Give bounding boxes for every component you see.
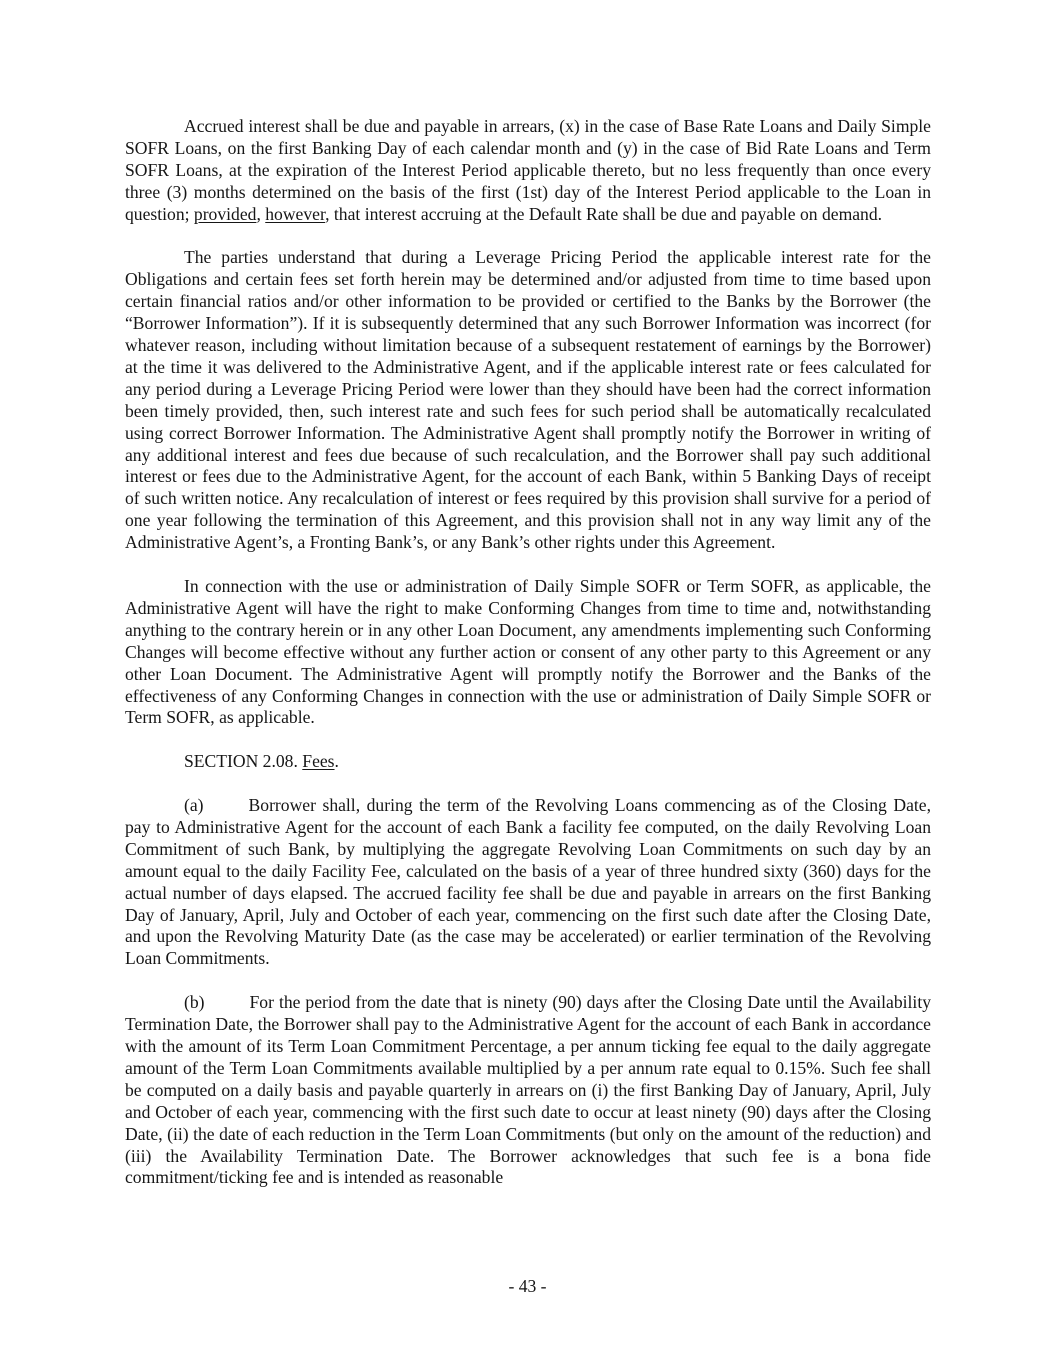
- paragraph-b-ticking-fee: (b) For the period from the date that is ninety (90) days after the Closing Date until the Availability Termination Date, the Borrower shall pay to the Administrative Agent for the account of each Bank in accordance with the amount of its Term Loan Commitment Percentage, a per annum ticking fee equal to the daily aggregate amount of the Term Loan Commitments available multiplied by a per annum rate equal to 0.15%. Such fee shall be computed on a daily basis and payable quarterly in arrears on (i) the first Banking Day of January, April, July and October of each year, commencing with the first such date to occur at least ninety (90) days after the Closing Date, (ii) the date of each reduction in the Term Loan Commitments (but only on the amount of the reduction) and (iii) the Availability Termination Date. The Borrower acknowledges that such fee is a bona fide commitment/ticking fee and is intended as reasonable: [125, 992, 931, 1188]
- section-2-08-fees-heading: SECTION 2.08. Fees.: [184, 751, 339, 772]
- paragraph-accrued-interest: Accrued interest shall be due and payable in arrears, (x) in the case of Base Rate Loans and Daily Simple SOFR Loans, on the first Banking Day of each calendar month and (y) in the case of Bid Rate Loans and Term SOFR Loans, at the expiration of the Interest Period applicable thereto, but no less frequently than once every three (3) months determined on the basis of the first (1st) day of the Interest Period applicable to the Loan in question; provided, however, that interest accruing at the Default Rate shall be due and payable on demand.: [125, 116, 931, 224]
- paragraph-a-facility-fee: (a) Borrower shall, during the term of the Revolving Loans commencing as of the Closing Date, pay to Administrative Agent for the account of each Bank a facility fee computed, on the daily Revolving Loan Commitment of such Bank, by multiplying the aggregate Revolving Loan Commitments on such day by an amount equal to the daily Facility Fee, calculated on the basis of a year of three hundred sixty (360) days for the actual number of days elapsed. The accrued facility fee shall be due and payable in arrears on the first Banking Day of January, April, July and October of each year, commencing on the first such date after the Closing Date, and upon the Revolving Maturity Date (as the case may be accelerated) or earlier termination of the Revolving Loan Commitments.: [125, 795, 931, 969]
- paragraph-conforming-changes: In connection with the use or administration of Daily Simple SOFR or Term SOFR, as applicable, the Administrative Agent will have the right to make Conforming Changes from time to time and, notwithstanding anything to the contrary herein or in any other Loan Document, any amendments implementing such Conforming Changes will become effective without any further action or consent of any other party to this Agreement or any other Loan Document. The Administrative Agent will promptly notify the Borrower and the Banks of the effectiveness of any Conforming Changes in connection with the use or administration of Daily Simple SOFR or Term SOFR, as applicable.: [125, 576, 931, 728]
- page-number: - 43 -: [508, 1276, 547, 1296]
- paragraph-borrower-information: The parties understand that during a Leverage Pricing Period the applicable interest rate for the Obligations and certain fees set forth herein may be determined and/or adjusted from time to time based upon certain financial ratios and/or other information to be provided or certified to the Banks by the Borrower (the “Borrower Information”). If it is subsequently determined that any such Borrower Information was incorrect (for whatever reason, including without limitation because of a subsequent restatement of earnings by the Borrower) at the time it was delivered to the Administrative Agent, and if the applicable interest rate or fees calculated for any period during a Leverage Pricing Period were lower than they should have been had the correct information been timely provided, then, such interest rate and such fees for such period shall be automatically recalculated using correct Borrower Information. The Administrative Agent shall promptly notify the Borrower in writing of any additional interest and fees due because of such recalculation, and the Borrower shall pay such additional interest or fees due to the Administrative Agent, for the account of each Bank, within 5 Banking Days of receipt of such written notice. Any recalculation of interest or fees required by this provision shall survive for a period of one year following the termination of this Agreement, and this provision shall not in any way limit any of the Administrative Agent’s, a Fronting Bank’s, or any Bank’s other rights under this Agreement.: [125, 247, 931, 553]
